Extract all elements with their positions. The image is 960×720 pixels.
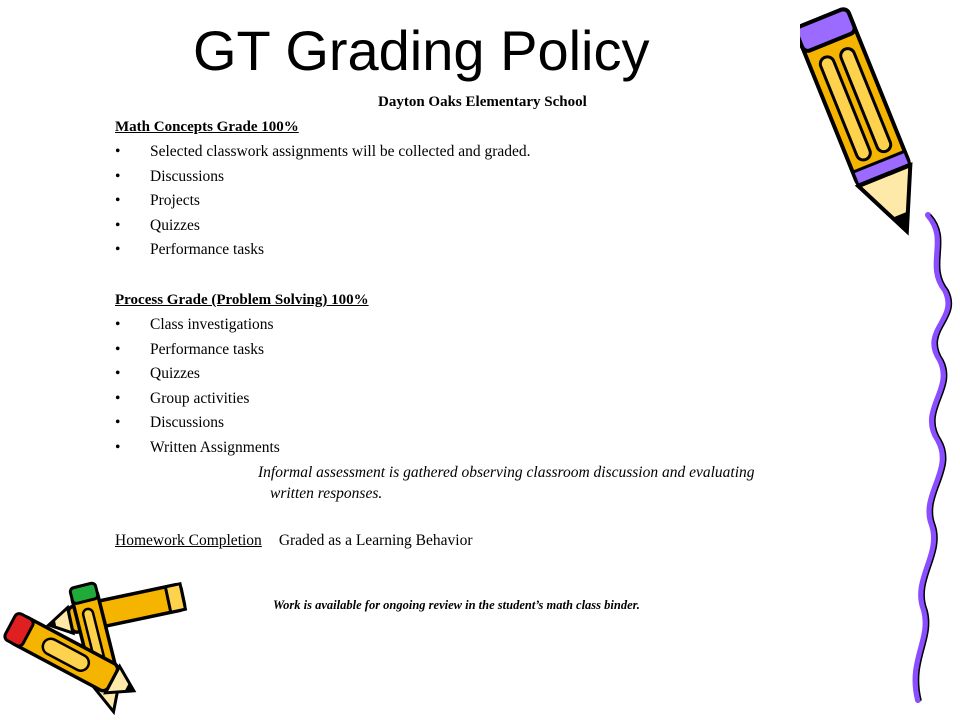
school-name: Dayton Oaks Elementary School	[378, 94, 587, 110]
list-item	[115, 338, 280, 363]
bullet-icon: •	[115, 192, 121, 209]
list-item-text: Discussions	[150, 167, 225, 185]
math-concepts-heading: Math Concepts Grade 100%	[115, 119, 299, 135]
list-item	[115, 238, 531, 263]
page-title: GT Grading Policy	[193, 19, 650, 82]
bullet-icon: •	[115, 389, 121, 407]
pencils-icon	[0, 575, 200, 715]
informal-assessment-note	[258, 462, 878, 504]
list-item-text: Discussions	[150, 414, 225, 431]
list-item-text: Class investigations	[150, 316, 274, 333]
note-line: Informal assessment is gathered observing classroom discussion and evaluating	[258, 464, 755, 481]
list-item	[115, 387, 280, 412]
list-item	[115, 140, 531, 165]
bullet-icon: •	[115, 241, 121, 258]
squiggle-line	[916, 215, 949, 700]
footer-note: Work is available for ongoing review in the student’s math class binder.	[273, 598, 640, 612]
list-item	[115, 362, 280, 387]
bullet-icon: •	[115, 216, 121, 234]
bullet-icon: •	[115, 365, 121, 382]
bullet-icon: •	[115, 167, 121, 185]
list-item-text: Quizzes	[150, 216, 200, 234]
list-item	[115, 436, 280, 461]
process-grade-heading: Process Grade (Problem Solving) 100%	[115, 292, 369, 308]
list-item	[115, 165, 531, 190]
note-line: written responses.	[270, 485, 383, 502]
list-item-text: Projects	[150, 192, 200, 209]
list-item-text: Quizzes	[150, 365, 200, 382]
bullet-icon: •	[115, 438, 121, 456]
homework-label: Homework Completion	[115, 532, 262, 549]
bullet-icon: •	[115, 143, 121, 160]
bullet-icon: •	[115, 414, 121, 431]
list-item	[115, 189, 531, 214]
pencil-icon	[800, 0, 960, 710]
bullet-icon: •	[115, 340, 121, 358]
list-item	[115, 313, 280, 338]
list-item	[115, 214, 531, 239]
homework-row	[115, 532, 472, 550]
process-grade-list	[115, 313, 280, 460]
list-item-text: Group activities	[150, 389, 250, 407]
list-item-text: Performance tasks	[150, 340, 265, 358]
math-concepts-list	[115, 140, 531, 263]
list-item-text: Selected classwork assignments will be collected and graded.	[150, 143, 531, 160]
list-item	[115, 411, 280, 436]
bullet-icon: •	[115, 316, 121, 333]
list-item-text: Performance tasks	[150, 241, 265, 258]
list-item-text: Written Assignments	[150, 438, 280, 456]
homework-value: Graded as a Learning Behavior	[278, 532, 473, 549]
